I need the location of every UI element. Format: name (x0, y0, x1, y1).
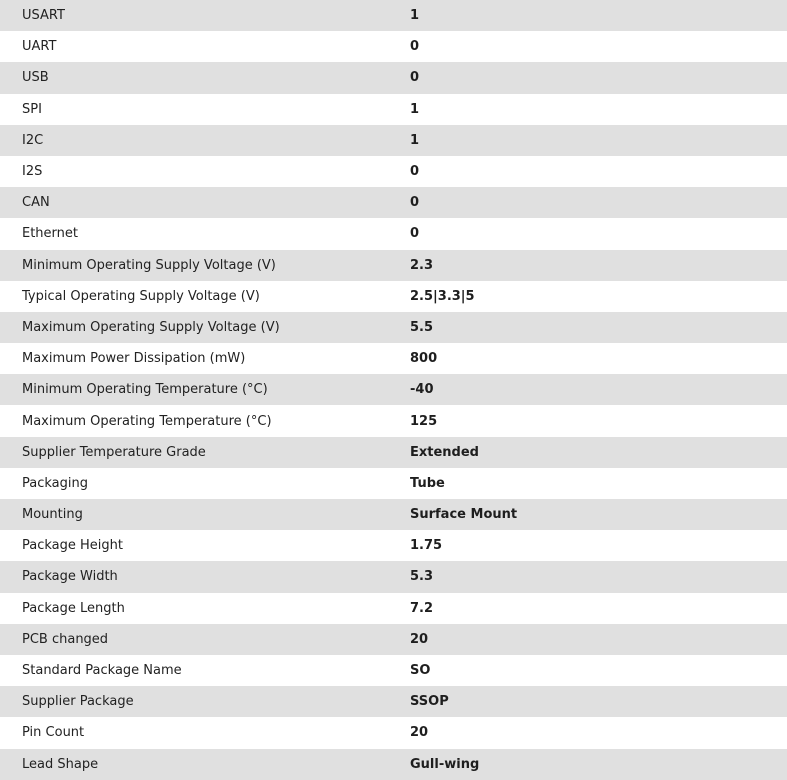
spec-label: SPI (22, 101, 42, 117)
spec-value: 125 (410, 413, 438, 429)
spec-value: 0 (410, 39, 420, 55)
spec-value: 5.5 (410, 319, 434, 335)
spec-value: 20 (410, 631, 429, 647)
table-row (0, 749, 787, 780)
spec-value: 1 (410, 132, 420, 148)
table-row (0, 250, 787, 281)
table-row (0, 31, 787, 62)
spec-label: I2S (22, 164, 43, 180)
table-row (0, 499, 787, 530)
spec-value: Gull-wing (410, 756, 480, 772)
spec-label: Ethernet (22, 226, 78, 242)
spec-value: 1 (410, 8, 420, 24)
spec-label: Minimum Operating Temperature (°C) (22, 382, 268, 398)
spec-value: 2.5|3.3|5 (410, 288, 475, 304)
table-row (0, 593, 787, 624)
spec-value: Tube (410, 475, 445, 491)
spec-value: 1.75 (410, 538, 443, 554)
spec-value: 20 (410, 725, 429, 741)
table-row (0, 655, 787, 686)
spec-label: Package Length (22, 600, 125, 616)
spec-label: Package Width (22, 569, 118, 585)
table-row (0, 468, 787, 499)
spec-value: 800 (410, 351, 438, 367)
table-row (0, 686, 787, 717)
spec-value: 5.3 (410, 569, 434, 585)
spec-value: SSOP (410, 694, 449, 710)
table-row (0, 218, 787, 249)
table-row (0, 0, 787, 31)
spec-label: Standard Package Name (22, 663, 182, 679)
table-row (0, 343, 787, 374)
spec-value: Surface Mount (410, 507, 518, 523)
table-row (0, 281, 787, 312)
spec-label: CAN (22, 195, 50, 211)
spec-label: PCB changed (22, 631, 109, 647)
spec-label: USB (22, 70, 49, 86)
table-row (0, 94, 787, 125)
table-row (0, 405, 787, 436)
spec-value: 0 (410, 195, 420, 211)
spec-value: -40 (410, 382, 434, 398)
table-row (0, 125, 787, 156)
spec-label: Mounting (22, 507, 83, 523)
spec-value: 1 (410, 101, 420, 117)
spec-label: Maximum Operating Temperature (°C) (22, 413, 272, 429)
table-row (0, 62, 787, 93)
spec-label: Pin Count (22, 725, 85, 741)
spec-value: 2.3 (410, 257, 434, 273)
table-row (0, 624, 787, 655)
spec-label: Package Height (22, 538, 123, 554)
spec-label: Supplier Temperature Grade (22, 444, 206, 460)
table-row (0, 717, 787, 748)
table-row (0, 156, 787, 187)
table-row (0, 437, 787, 468)
spec-label: I2C (22, 132, 44, 148)
table-row (0, 312, 787, 343)
spec-value: 0 (410, 226, 420, 242)
spec-value: SO (410, 663, 431, 679)
spec-label: Typical Operating Supply Voltage (V) (22, 288, 260, 304)
spec-label: Packaging (22, 475, 88, 491)
table-row (0, 374, 787, 405)
spec-label: Minimum Operating Supply Voltage (V) (22, 257, 276, 273)
spec-value: Extended (410, 444, 479, 460)
spec-value: 0 (410, 164, 420, 180)
table-row (0, 530, 787, 561)
spec-label: UART (22, 39, 57, 55)
spec-label: Supplier Package (22, 694, 134, 710)
table-row (0, 187, 787, 218)
spec-value: 0 (410, 70, 420, 86)
spec-label: Lead Shape (22, 756, 99, 772)
table-row (0, 561, 787, 592)
spec-value: 7.2 (410, 600, 434, 616)
spec-label: USART (22, 8, 65, 24)
spec-label: Maximum Operating Supply Voltage (V) (22, 319, 280, 335)
spec-label: Maximum Power Dissipation (mW) (22, 351, 246, 367)
